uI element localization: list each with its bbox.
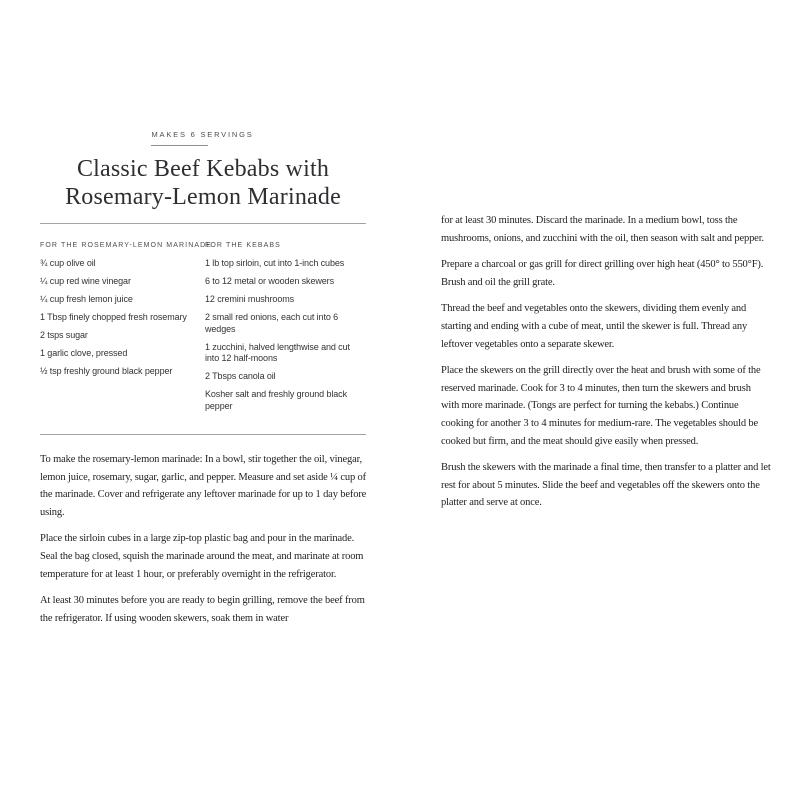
instruction-paragraph: At least 30 minutes before you are ready to begin grilling, remove the beef from the refrigerator. If using wooden skewers, soak them in water (40, 595, 365, 624)
instruction-paragraph: Prepare a charcoal or gas grill for direct grilling over high heat (450° to 550°F). Brush and oil the grill grate. (441, 259, 764, 288)
servings-block (40, 124, 365, 146)
ingredients-section (40, 242, 366, 419)
list-item: 1 garlic clove, pressed (40, 348, 128, 358)
list-item: 2 small red onions, each cut into 6 wedges (205, 312, 339, 334)
list-item: 1 lb top sirloin, cut into 1-inch cubes (205, 258, 345, 268)
instruction-paragraph: To make the rosemary-lemon marinade: In a bowl, stir together the oil, vinegar, lemon juice, rosemary, sugar, garlic, and pepper. Measure and set aside ¼ cup of the marinade. Cover and refrigerate any leftover marinade for up to 1 day before using. (40, 454, 367, 518)
list-item: ½ tsp freshly ground black pepper (40, 366, 173, 376)
list-item: ¾ cup olive oil (40, 258, 96, 268)
servings-inner (151, 130, 253, 146)
list-item: 2 tsps sugar (40, 330, 88, 340)
instruction-paragraph: for at least 30 minutes. Discard the marinade. In a medium bowl, toss the mushrooms, onions, and zucchini with the oil, then season with salt and pepper. (441, 215, 764, 244)
divider-bottom (40, 434, 366, 435)
instructions-left-column (40, 451, 367, 636)
servings-label: MAKES 6 SERVINGS (151, 130, 254, 139)
instruction-paragraph: Place the sirloin cubes in a large zip-top plastic bag and pour in the marinade. Seal the bag closed, squish the marinade around the meat, and marinate at room temperature for at least 1 hour, or preferably overnight in the refrigerator. (40, 533, 364, 580)
list-item: ¼ cup fresh lemon juice (40, 294, 133, 304)
ingredients-marinade-column (40, 242, 213, 419)
list-item: ¼ cup red wine vinegar (40, 276, 131, 286)
marinade-heading: FOR THE ROSEMARY-LEMON MARINADE (40, 242, 213, 249)
kebabs-heading: FOR THE KEBABS (205, 242, 281, 249)
recipe-title (28, 155, 378, 211)
ingredients-kebabs-column (205, 242, 366, 419)
divider-top (40, 223, 366, 224)
instruction-paragraph: Place the skewers on the grill directly over the heat and brush with some of the reserved marinade. Cook for 3 to 4 minutes, then turn the skewers and brush with more marinade. (Tongs are perfect for turning the kebabs.) Continue cooking for another 3 to 4 minutes for medium-rare. The vegetables should be cooked but firm, and the meat should give easily when pressed. (441, 365, 761, 447)
instruction-paragraph: Thread the beef and vegetables onto the skewers, dividing them evenly and starting and ending with a cube of meat, until the skewer is full. Thread any leftover vegetables onto a separate skewer. (441, 303, 748, 350)
kebabs-list (205, 258, 366, 412)
list-item: Kosher salt and freshly ground black pepper (205, 389, 347, 411)
marinade-list (40, 258, 205, 378)
instruction-paragraph: Brush the skewers with the marinade a final time, then transfer to a platter and let rest for about 5 minutes. Slide the beef and vegetables off the skewers onto the platter and serve at once. (441, 462, 771, 509)
servings-underline (151, 145, 208, 146)
list-item: 2 Tbsps canola oil (205, 371, 276, 381)
list-item: 6 to 12 metal or wooden skewers (205, 276, 334, 286)
list-item: 1 Tbsp finely chopped fresh rosemary (40, 312, 187, 322)
recipe-title-line1: Classic Beef Kebabs with (76, 156, 330, 182)
list-item: 1 zucchini, halved lengthwise and cut into 12 half-moons (205, 341, 350, 363)
list-item: 12 cremini mushrooms (205, 294, 295, 304)
instructions-right-column (441, 212, 771, 521)
recipe-title-line2: Rosemary-Lemon Marinade (65, 184, 341, 210)
